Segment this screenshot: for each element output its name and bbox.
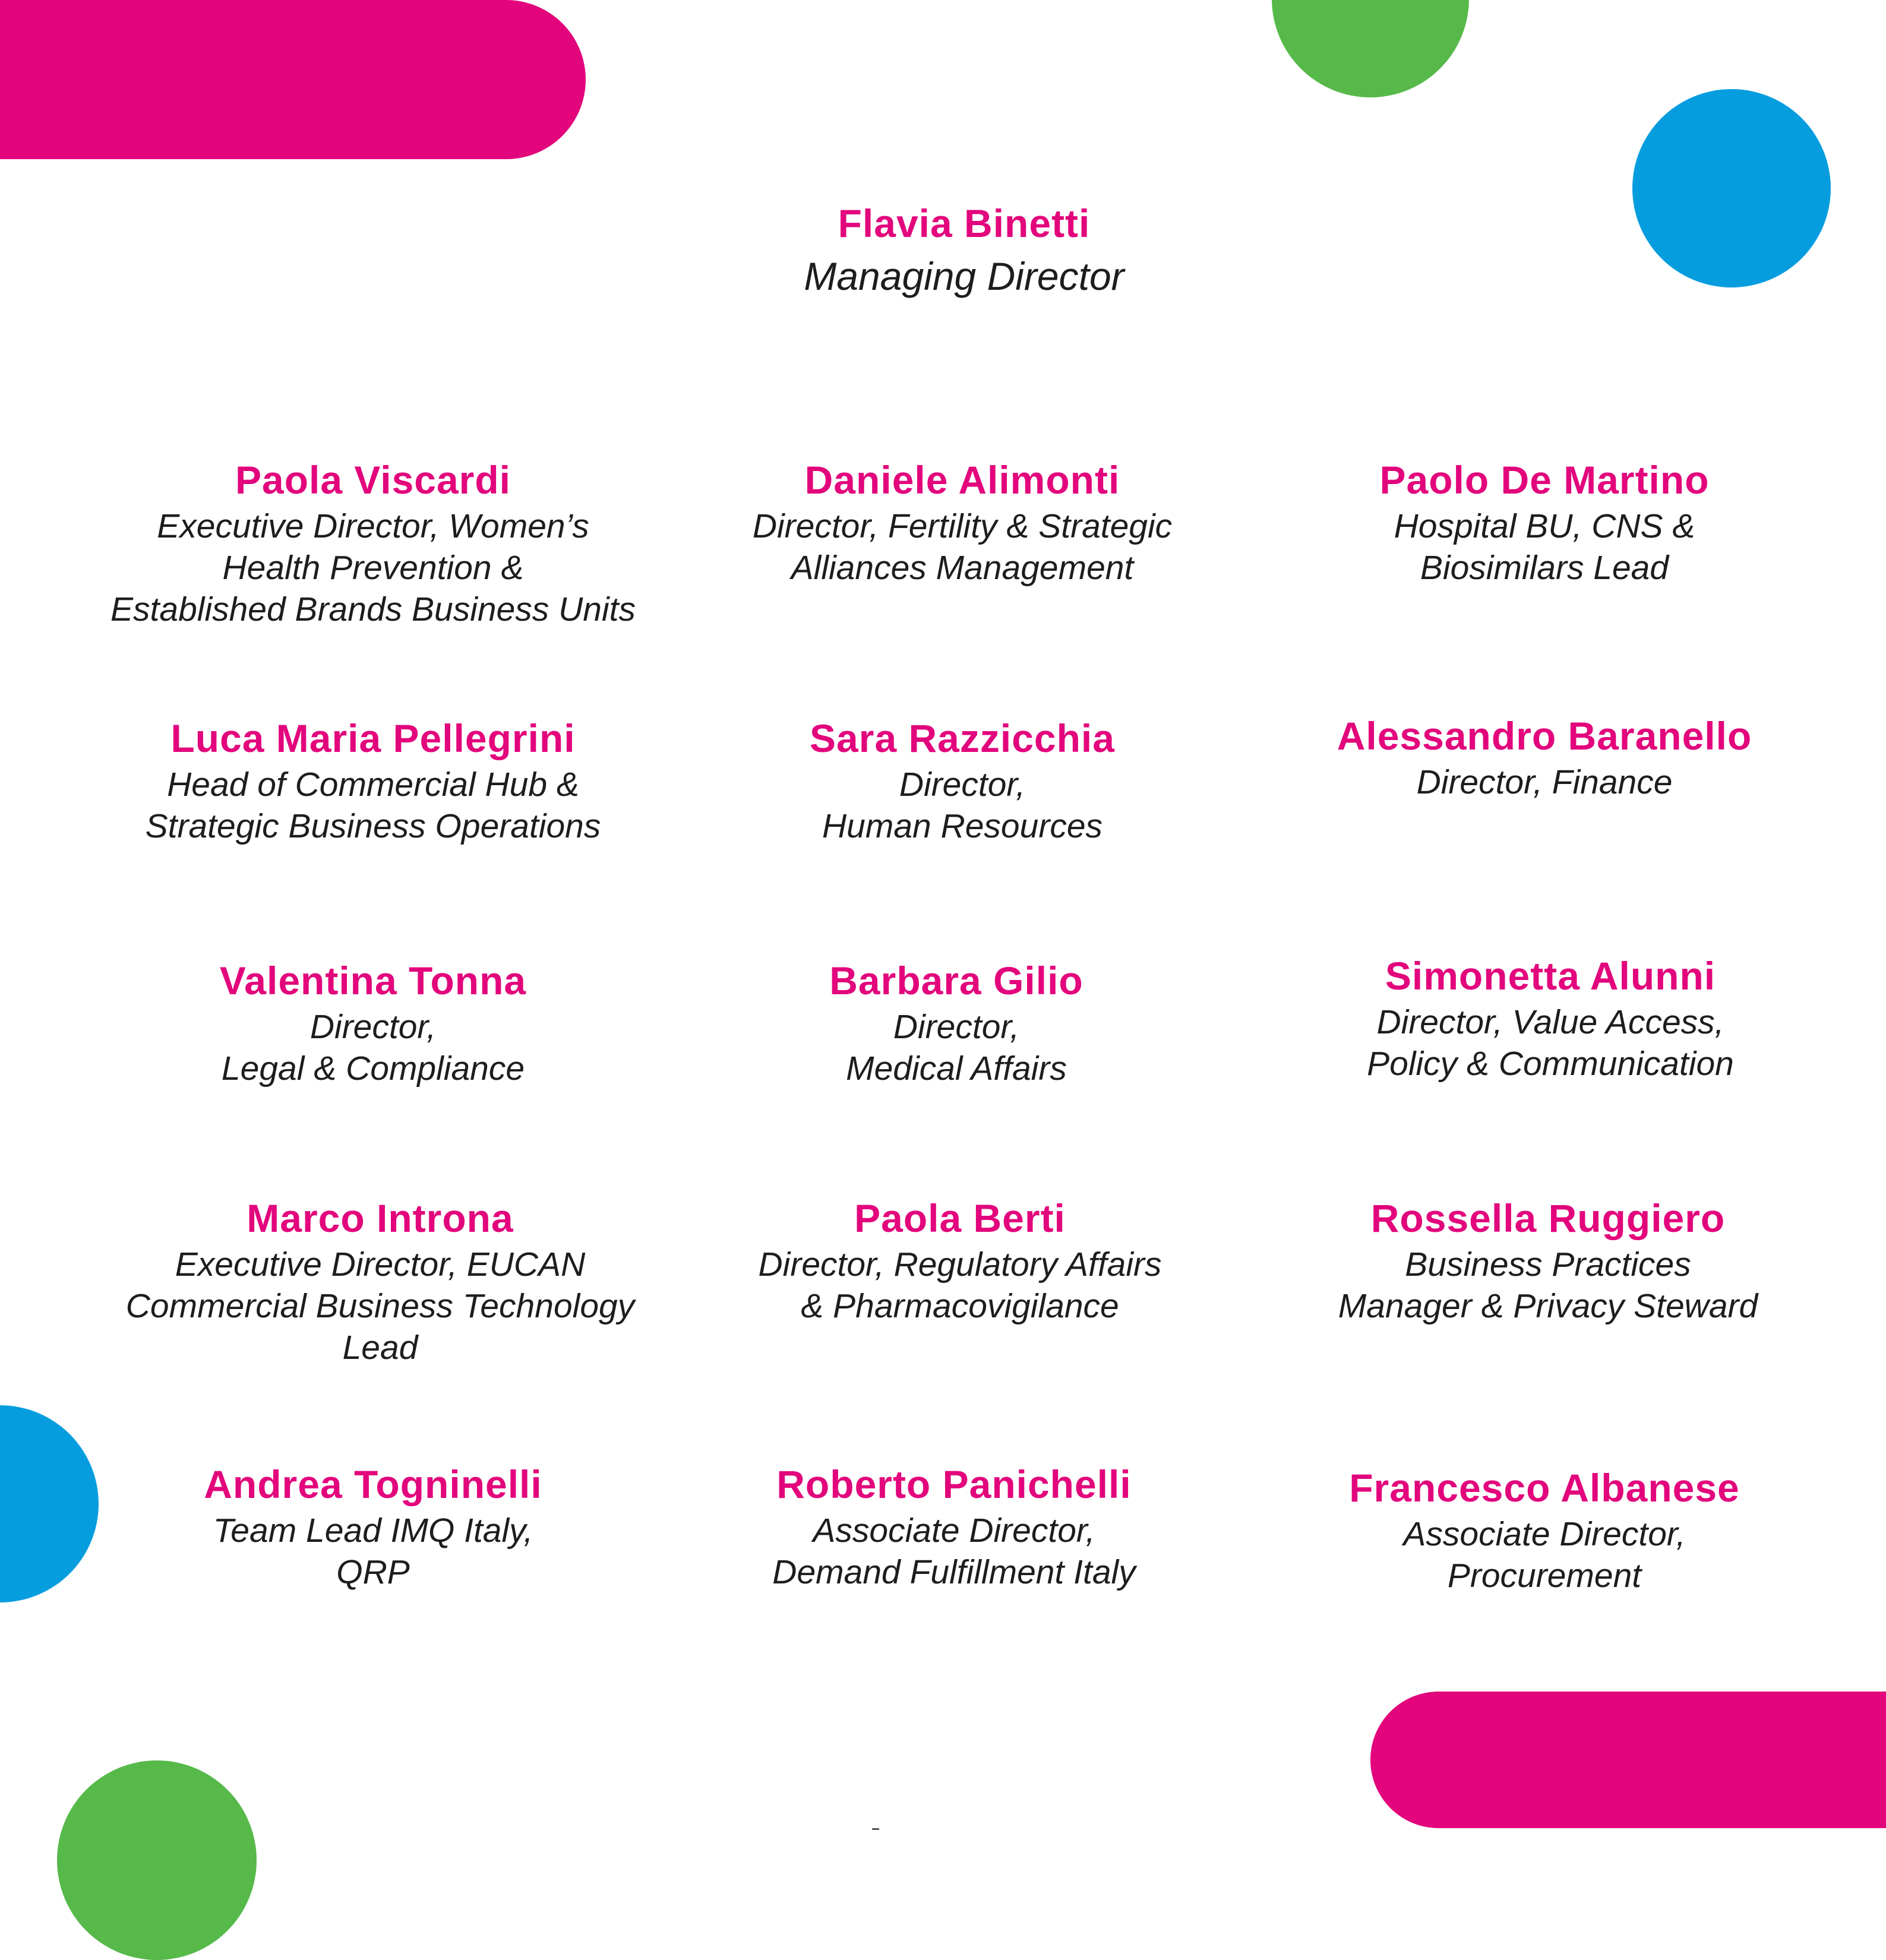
person-name: Barbara Gilio	[829, 959, 1083, 1003]
person-role-line: Business Practices	[1405, 1245, 1691, 1284]
person-role-line: Director, Fertility & Strategic	[752, 507, 1173, 545]
person-role-line: Policy & Communication	[1367, 1045, 1734, 1083]
person-role-line: Procurement	[1447, 1557, 1642, 1595]
person-role-line: Legal & Compliance	[221, 1049, 525, 1088]
person-role-line: Lead	[342, 1329, 418, 1367]
person-role-line: Director, Value Access,	[1376, 1003, 1724, 1041]
person-name: Andrea Togninelli	[204, 1462, 542, 1506]
person-name: Paola Berti	[854, 1196, 1066, 1240]
person-role-line: Alliances Management	[791, 549, 1134, 587]
person-role-line: Manager & Privacy Steward	[1338, 1287, 1758, 1325]
person-role-line: Human Resources	[822, 807, 1103, 845]
person-role-line: Director,	[309, 1008, 437, 1046]
person-role-line: Strategic Business Operations	[145, 807, 601, 845]
person-name: Roberto Panichelli	[776, 1462, 1132, 1506]
person-name: Paola Viscardi	[235, 458, 511, 502]
ceo-role: Managing Director	[804, 254, 1124, 298]
person-role-line: Hospital BU, CNS &	[1394, 507, 1695, 545]
person-role-line: Biosimilars Lead	[1420, 549, 1669, 587]
person-role-line: Team Lead IMQ Italy,	[213, 1512, 533, 1550]
person-role-line: & Pharmacovigilance	[801, 1287, 1119, 1325]
person-role-line: Established Brands Business Units	[110, 590, 636, 628]
ceo-card	[804, 198, 1124, 304]
person-card	[810, 713, 1115, 847]
person-role-line: Director, Finance	[1416, 763, 1673, 801]
person-card	[1379, 454, 1709, 589]
magenta-pill-top-decoration	[0, 0, 586, 159]
blue-circle-left-decoration	[0, 1405, 99, 1602]
person-card	[204, 1459, 542, 1593]
person-card	[759, 1193, 1162, 1327]
green-circle-bottom-decoration	[57, 1760, 257, 1960]
person-card	[1337, 710, 1752, 803]
small-mark	[872, 1828, 879, 1830]
person-card	[1338, 1193, 1758, 1327]
person-card	[220, 955, 526, 1089]
person-name: Alessandro Baranello	[1337, 714, 1752, 758]
person-role-line: Associate Director,	[1403, 1515, 1686, 1553]
person-card	[110, 454, 636, 630]
person-name: Paolo De Martino	[1379, 458, 1710, 502]
person-name: Rossella Ruggiero	[1370, 1196, 1726, 1240]
person-name: Valentina Tonna	[219, 959, 527, 1003]
green-circle-top-decoration	[1272, 0, 1469, 97]
person-role-line: Director,	[899, 766, 1026, 804]
person-card	[1367, 950, 1734, 1085]
person-card	[753, 454, 1172, 589]
person-role-line: Director, Regulatory Affairs	[758, 1245, 1162, 1284]
person-card	[829, 955, 1083, 1089]
person-name: Luca Maria Pellegrini	[170, 716, 576, 760]
person-role-line: Head of Commercial Hub &	[167, 766, 579, 804]
person-role-line: Associate Director,	[813, 1512, 1095, 1550]
person-card	[772, 1459, 1135, 1593]
person-card	[126, 1193, 634, 1368]
person-role-line: Executive Director, Women’s	[157, 507, 589, 545]
person-role-line: Medical Affairs	[846, 1049, 1067, 1088]
ceo-name: Flavia Binetti	[838, 201, 1091, 245]
person-name: Simonetta Alunni	[1385, 954, 1716, 998]
person-card	[1349, 1462, 1740, 1597]
person-name: Sara Razzicchia	[810, 716, 1115, 760]
person-role-line: QRP	[336, 1553, 410, 1591]
blue-circle-top-decoration	[1632, 89, 1831, 287]
person-role-line: Director,	[893, 1008, 1020, 1046]
person-name: Daniele Alimonti	[804, 458, 1120, 502]
person-name: Francesco Albanese	[1349, 1466, 1740, 1510]
person-role-line: Executive Director, EUCAN	[175, 1245, 586, 1284]
person-role-line: Demand Fulfillment Italy	[772, 1553, 1136, 1591]
person-role-line: Commercial Business Technology	[125, 1287, 635, 1325]
person-role-line: Health Prevention &	[222, 549, 524, 587]
person-name: Marco Introna	[247, 1196, 514, 1240]
person-card	[146, 713, 601, 847]
magenta-pill-bottom-decoration	[1370, 1692, 1886, 1828]
